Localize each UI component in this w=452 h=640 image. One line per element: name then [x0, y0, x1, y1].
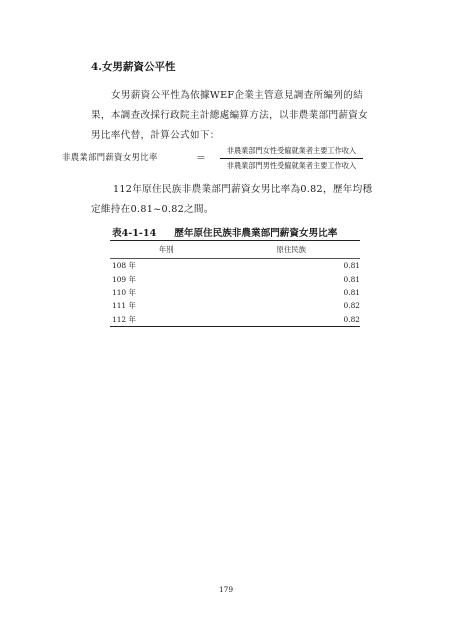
ratio-table [110, 240, 360, 327]
intro-paragraph: 女男薪資公平性為依據WEF企業主管意見調查所編列的結果，本調查改採行政院主計總處編算方法，以非農業部門薪資女男比率代替，計算公式如下： [91, 90, 369, 141]
row-value: 0.82 [343, 301, 360, 311]
section-heading: 4.女男薪資公平性 [91, 61, 176, 73]
table-row [110, 272, 360, 285]
row-value: 0.82 [223, 313, 360, 327]
row-year: 109 年 [112, 274, 136, 284]
formula-denominator: 非農業部門男性受僱就業者主要工作收入 [226, 161, 357, 170]
row-year: 111 年 [112, 301, 136, 311]
table-row [110, 259, 360, 273]
row-value: 0.81 [343, 287, 360, 297]
table-caption [112, 225, 337, 239]
table-number: 表4-1-14 [112, 228, 157, 239]
header-indigenous: 原住民族 [223, 241, 360, 259]
formula-equals: ＝ [196, 153, 206, 164]
header-year: 年別 [110, 241, 223, 259]
row-value: 0.81 [343, 274, 360, 284]
table-row [110, 313, 360, 327]
formula-numerator: 非農業部門女性受僱就業者主要工作收入 [226, 146, 357, 155]
row-year: 110 年 [112, 287, 136, 297]
summary-paragraph: 112年原住民族非農業部門薪資女男比率為0.82，歷年均穩定維持在0.81~0.82之間。 [91, 184, 373, 215]
formula-fraction [220, 146, 363, 171]
table-title: 歷年原住民族非農業部門薪資女男比率 [174, 228, 338, 239]
formula-lhs: 非農業部門薪資女男比率 [62, 152, 158, 162]
table-header-row [110, 241, 360, 259]
table-row [110, 299, 360, 312]
page-number: 179 [218, 585, 234, 594]
row-year: 108 年 [112, 261, 136, 271]
table-row [110, 286, 360, 299]
row-year: 112 年 [110, 313, 223, 327]
row-value: 0.81 [343, 261, 360, 271]
